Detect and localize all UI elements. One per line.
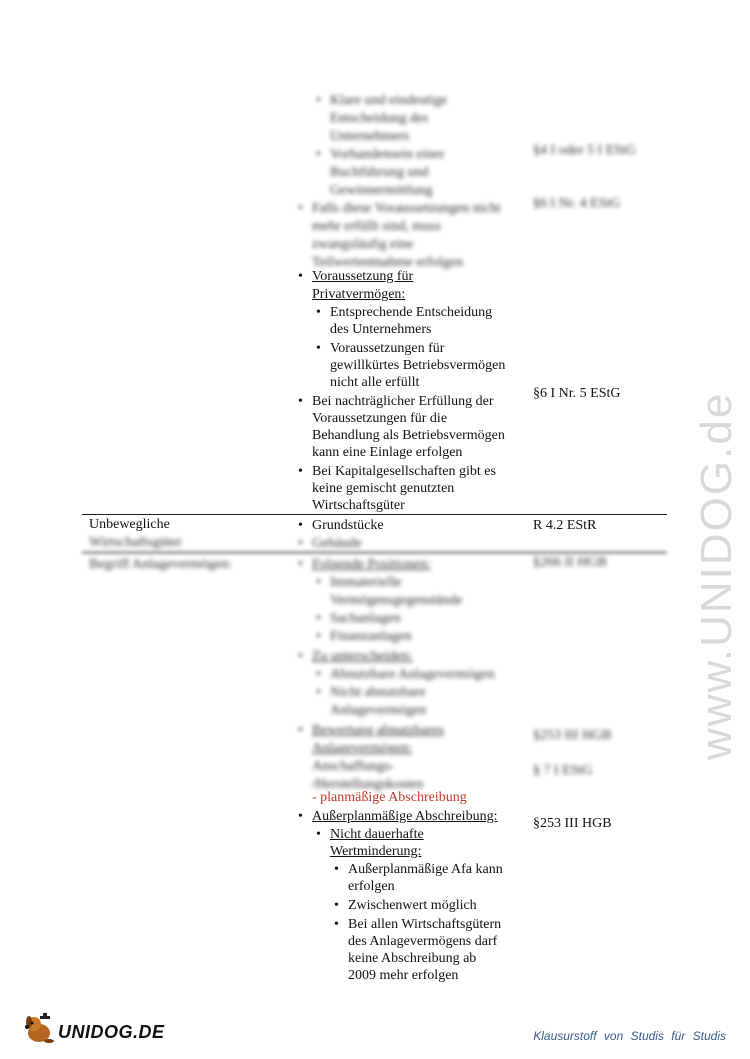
text-line: • Abnutzbare Anlagevermögen — [330, 666, 494, 683]
text-line: • Außerplanmäßige Afa kann — [348, 861, 503, 878]
footer-tagline: Klausurstoff von Studis für Studis — [533, 1029, 726, 1043]
text-line: • Bei nachträglicher Erfüllung der — [312, 393, 494, 410]
logo-text: UNIDOG.DE — [58, 1022, 165, 1042]
heading-privatvermoegen: Privatvermögen: — [312, 287, 406, 302]
text-line: • Sachanlagen — [330, 610, 401, 627]
text-line: Behandlung als Betriebsvermögen — [312, 428, 505, 443]
heading-nicht-dauerhaft: • Nicht dauerhafte — [330, 826, 424, 843]
text-line: • Bei Kapitalgesellschaften gibt es — [312, 463, 496, 480]
text-line: Voraussetzungen für die — [312, 411, 448, 426]
text-line: Gewinnermittlung — [330, 183, 433, 198]
text-line: Unternehmers — [330, 129, 410, 144]
table-row-divider — [82, 514, 667, 515]
text-line: • Entsprechende Entscheidung — [330, 304, 492, 321]
text-line: • Immaterielle — [330, 574, 402, 591]
text-line: • Bewertung abnutzbares — [312, 722, 444, 739]
ref-blurred: §266 II HGB — [533, 555, 607, 570]
text-line: erfolgen — [348, 879, 395, 894]
row-label-unbewegliche: Unbewegliche — [89, 517, 170, 532]
text-line: des Anlagevermögens darf — [348, 934, 498, 949]
text-line: • Falls diese Voraussetzungen nicht — [312, 200, 501, 217]
text-line: /Herstellungskosten — [312, 777, 424, 792]
text-line: Vermögensgegenstände — [330, 593, 463, 608]
row-label-wirtschaftsgueter: Wirtschaftsgüter — [89, 535, 182, 550]
text-line: • Gebäude — [312, 535, 362, 552]
text-line: Wirtschaftsgüter — [312, 498, 405, 513]
heading-wertminderung: Wertminderung: — [330, 844, 422, 859]
ref-r42: R 4.2 EStR — [533, 518, 597, 533]
ref-blurred: § 7 I EStG — [533, 763, 593, 778]
text-line: • Folgende Positionen: — [312, 556, 431, 573]
text-line: gewillkürtes Betriebsvermögen — [330, 358, 506, 373]
text-line: kann eine Einlage erfolgen — [312, 445, 463, 460]
footer-logo — [22, 1011, 165, 1045]
ref-blurred: §4 I oder 5 I EStG — [533, 143, 637, 158]
text-line: Anlagevermögen — [330, 703, 427, 718]
text-line: • Zu unterscheiden: — [312, 648, 413, 665]
watermark: www.UNIDOG.de — [692, 391, 741, 760]
text-line: Teilwertentnahme erfolgen — [312, 255, 464, 270]
text-line: • Finanzanlagen — [330, 628, 412, 645]
text-line: Entscheidung des — [330, 111, 429, 126]
text-line: Anschaffungs- — [312, 759, 395, 774]
text-line: • Klare und eindeutige — [330, 92, 447, 109]
text-line: nicht alle erfüllt — [330, 375, 420, 390]
ref-par6: §6 I Nr. 5 EStG — [533, 386, 621, 401]
heading-voraussetzung: • Voraussetzung für — [312, 268, 413, 285]
text-line: zwangsläufig eine — [312, 237, 414, 252]
heading-ausserplan: • Außerplanmäßige Abschreibung: — [312, 808, 497, 825]
ref-par253: §253 III HGB — [533, 816, 612, 831]
text-line: Anlagevermögen: — [312, 741, 413, 756]
text-line: Buchführung und — [330, 165, 429, 180]
text-line: 2009 mehr erfolgen — [348, 968, 459, 983]
text-line: keine Abschreibung ab — [348, 951, 477, 966]
dog-mascot-icon — [22, 1011, 56, 1045]
text-line: des Unternehmers — [330, 322, 432, 337]
text-line: • Zwischenwert möglich — [348, 897, 477, 914]
text-line: • Vorhandensein einer — [330, 146, 444, 163]
ref-blurred: §6 I Nr. 4 EStG — [533, 196, 621, 211]
text-line: • Bei allen Wirtschaftsgütern — [348, 916, 501, 933]
text-line: • Voraussetzungen für — [330, 340, 444, 357]
ref-blurred: §253 III HGB — [533, 728, 612, 743]
text-line: mehr erfüllt sind, muss — [312, 219, 442, 234]
text-planmaessige-abschreibung: - planmäßige Abschreibung — [312, 790, 467, 805]
text-line: • Nicht abnutzbare — [330, 684, 426, 701]
text-line: keine gemischt genutzten — [312, 481, 455, 496]
row-label-begriff: Begriff Anlagevermögen: — [89, 557, 233, 572]
text-grundstuecke: • Grundstücke — [312, 517, 384, 534]
